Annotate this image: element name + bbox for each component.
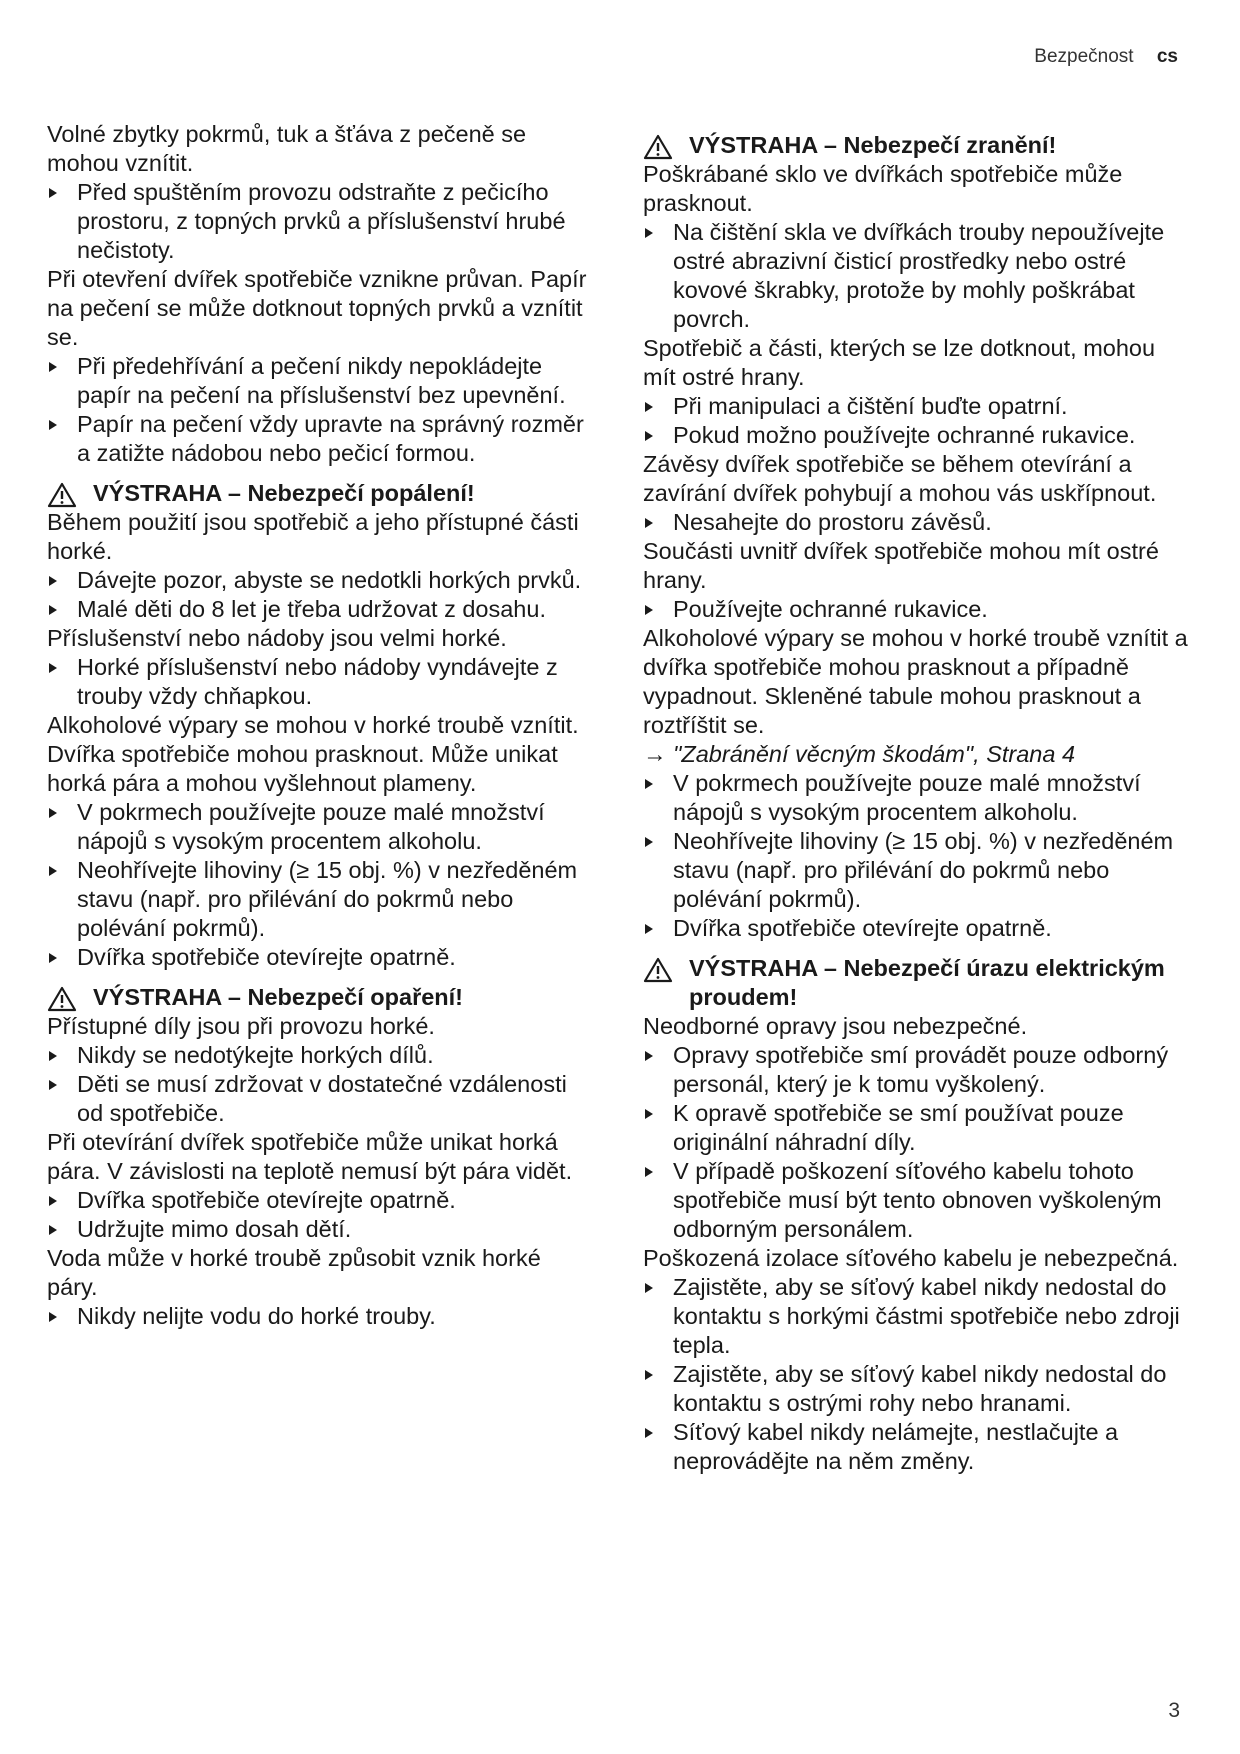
bullet-item: Nikdy nelijte vodu do horké trouby. [47, 1302, 592, 1331]
warning-heading-text: VÝSTRAHA – Nebezpečí úrazu elektrickým proudem! [689, 955, 1165, 1010]
bullet-item: Neohřívejte lihoviny (≥ 15 obj. %) v nezředěném stavu (např. pro přilévání do pokrmů nebo polévání pokrmů). [643, 827, 1188, 914]
paragraph: Spotřebič a části, kterých se lze dotknout, mohou mít ostré hrany. [643, 335, 1156, 390]
page-number: 3 [1168, 1699, 1180, 1722]
paragraph: Závěsy dvířek spotřebiče se během otevírání a zavírání dvířek pohybují a mohou vás uskřípnout. [643, 451, 1157, 506]
paragraph: Voda může v horké troubě způsobit vznik horké páry. [47, 1245, 541, 1300]
bullet-item: Pokud možno používejte ochranné rukavice. [643, 421, 1188, 450]
warning-heading-text: VÝSTRAHA – Nebezpečí opaření! [93, 984, 463, 1010]
bullet-item: Na čištění skla ve dvířkách trouby nepoužívejte ostré abrazivní čisticí prostředky nebo ostré kovové škrabky, protože by mohly poškrábat povrch. [643, 218, 1188, 334]
right-column [643, 120, 1188, 1476]
warning-triangle-icon [643, 957, 673, 983]
bullet-item: Nesahejte do prostoru závěsů. [643, 508, 1188, 537]
paragraph: Poškrábané sklo ve dvířkách spotřebiče může prasknout. [643, 161, 1123, 216]
bullet-item: Zajistěte, aby se síťový kabel nikdy nedostal do kontaktu s ostrými rohy nebo hranami. [643, 1360, 1188, 1418]
left-column [47, 120, 592, 1331]
bullet-item: Nikdy se nedotýkejte horkých dílů. [47, 1041, 592, 1070]
warning-heading [643, 954, 1188, 1012]
bullet-item: Udržujte mimo dosah dětí. [47, 1215, 592, 1244]
paragraph: Volné zbytky pokrmů, tuk a šťáva z pečeně se mohou vznítit. [47, 121, 527, 176]
bullet-item: Horké příslušenství nebo nádoby vyndávejte z trouby vždy chňapkou. [47, 653, 592, 711]
bullet-item: Papír na pečení vždy upravte na správný rozměr a zatižte nádobou nebo pečicí formou. [47, 410, 592, 468]
bullet-item: V případě poškození síťového kabelu tohoto spotřebiče musí být tento obnoven vyškoleným odborným personálem. [643, 1157, 1188, 1244]
warning-triangle-icon [643, 134, 673, 160]
bullet-item: V pokrmech používejte pouze malé množství nápojů s vysokým procentem alkoholu. [47, 798, 592, 856]
bullet-item: Při předehřívání a pečení nikdy nepokládejte papír na pečení na příslušenství bez upevnění. [47, 352, 592, 410]
bullet-item: Při manipulaci a čištění buďte opatrní. [643, 392, 1188, 421]
bullet-item: Děti se musí zdržovat v dostatečné vzdálenosti od spotřebiče. [47, 1070, 592, 1128]
bullet-item: Opravy spotřebiče smí provádět pouze odborný personál, který je k tomu vyškolený. [643, 1041, 1188, 1099]
bullet-item: Před spuštěním provozu odstraňte z pečicího prostoru, z topných prvků a příslušenství hrubé nečistoty. [47, 178, 592, 265]
paragraph: Alkoholové výpary se mohou v horké troubě vznítit. Dvířka spotřebiče mohou prasknout. Může unikat horká pára a mohou vyšlehnout plameny. [47, 712, 579, 796]
section-title: Bezpečnost [1034, 46, 1134, 67]
page-header [1034, 46, 1178, 68]
paragraph: Při otevírání dvířek spotřebiče může unikat horká pára. V závislosti na teplotě nemusí být pára vidět. [47, 1129, 573, 1184]
bullet-item: Dvířka spotřebiče otevírejte opatrně. [47, 943, 592, 972]
warning-heading [47, 479, 592, 508]
paragraph: Součásti uvnitř dvířek spotřebiče mohou mít ostré hrany. [643, 538, 1159, 593]
paragraph: Alkoholové výpary se mohou v horké troubě vznítit a dvířka spotřebiče mohou prasknout a případně vypadnout. Skleněné tabule mohou prasknout a roztříštit se. [643, 625, 1188, 738]
paragraph: Poškozená izolace síťového kabelu je nebezpečná. [643, 1245, 1179, 1271]
warning-heading [643, 131, 1188, 160]
bullet-item: Používejte ochranné rukavice. [643, 595, 1188, 624]
language-code: cs [1156, 46, 1178, 67]
warning-triangle-icon [47, 986, 77, 1012]
paragraph: Příslušenství nebo nádoby jsou velmi horké. [47, 625, 507, 651]
bullet-item: Dávejte pozor, abyste se nedotkli horkých prvků. [47, 566, 592, 595]
paragraph: Neodborné opravy jsou nebezpečné. [643, 1013, 1028, 1039]
bullet-item: Síťový kabel nikdy nelámejte, nestlačujte a neprovádějte na něm změny. [643, 1418, 1188, 1476]
bullet-item: K opravě spotřebiče se smí používat pouze originální náhradní díly. [643, 1099, 1188, 1157]
bullet-item: Neohřívejte lihoviny (≥ 15 obj. %) v nezředěném stavu (např. pro přilévání do pokrmů nebo polévání pokrmů). [47, 856, 592, 943]
warning-heading-text: VÝSTRAHA – Nebezpečí popálení! [93, 480, 475, 506]
warning-heading [47, 983, 592, 1012]
warning-triangle-icon [47, 482, 77, 508]
warning-heading-text: VÝSTRAHA – Nebezpečí zranění! [689, 132, 1057, 158]
bullet-item: Dvířka spotřebiče otevírejte opatrně. [643, 914, 1188, 943]
paragraph: Přístupné díly jsou při provozu horké. [47, 1013, 435, 1039]
cross-reference: → "Zabránění věcným škodám", Strana 4 [643, 741, 1076, 767]
paragraph: Při otevření dvířek spotřebiče vznikne průvan. Papír na pečení se může dotknout topných prvků a vznítit se. [47, 266, 587, 350]
paragraph: Během použití jsou spotřebič a jeho přístupné části horké. [47, 509, 579, 564]
bullet-item: V pokrmech používejte pouze malé množství nápojů s vysokým procentem alkoholu. [643, 769, 1188, 827]
bullet-item: Malé děti do 8 let je třeba udržovat z dosahu. [47, 595, 592, 624]
bullet-item: Dvířka spotřebiče otevírejte opatrně. [47, 1186, 592, 1215]
bullet-item: Zajistěte, aby se síťový kabel nikdy nedostal do kontaktu s horkými částmi spotřebiče nebo zdroji tepla. [643, 1273, 1188, 1360]
